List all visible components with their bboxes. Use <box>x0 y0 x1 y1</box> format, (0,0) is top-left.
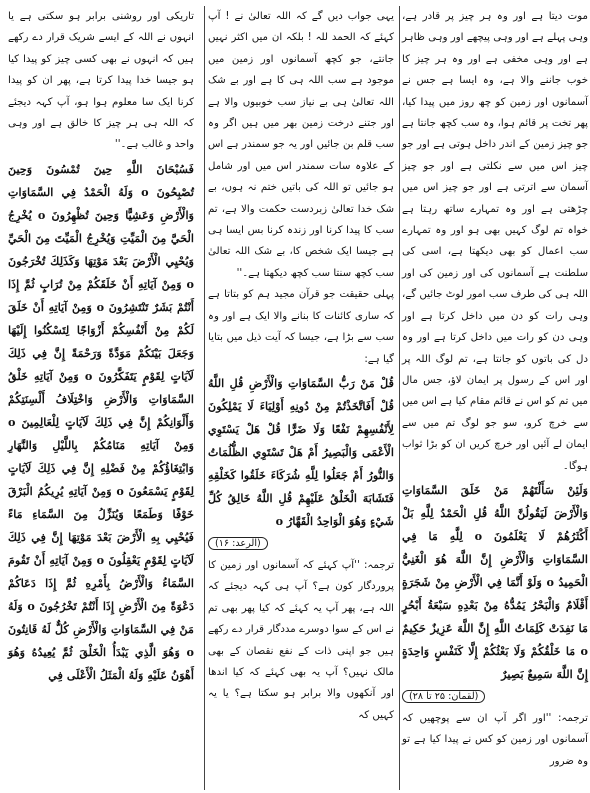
verse-reference: (لقمان: ۲۵ تا ۲۸) <box>402 688 588 706</box>
translation-paragraph: ترجمہ: ''آپ کہئے کہ آسمانوں اور زمین کا پروردگار کون ہے؟ آپ ہی کہہ دیجئے کہ اللہ ہے، پھر آپ یہ کہئے کہ کیا پھر بھی تم نے اس کے سوا دوسرے مددگار قرار دے رکھے ہیں جو اپنی ذات کے نفع نقصان کے بھی مالک نہیں؟ آپ یہ بھی کہئے کہ کیا اندھا اور آنکھوں والا برابر ہو سکتا ہے؟ یا یہ کہیں کہ <box>208 559 394 721</box>
arabic-verse: قُلْ مَنْ رَبُّ السَّمَاوَاتِ وَالْأَرْضِ قُلِ اللَّهُ قُلْ أَفَاتَّخَذْتُمْ مِنْ دُونِهِ أَوْلِيَاءَ لَا يَمْلِكُونَ لِأَنْفُسِهِمْ نَفْعًا وَلَا ضَرًّا قُلْ هَلْ يَسْتَوِي الْأَعْمَى وَالْبَصِيرُ أَمْ هَلْ تَسْتَوِي الظُّلُمَاتُ وَالنُّورُ أَمْ جَعَلُوا لِلَّهِ شُرَكَاءَ خَلَقُوا كَخَلْقِهِ فَتَشَابَهَ الْخَلْقُ عَلَيْهِمْ قُلِ اللَّهُ خَالِقُ كُلِّ شَيْءٍ وَهُوَ الْوَاحِدُ الْقَهَّارُ o <box>208 375 394 528</box>
arabic-verse: فَسُبْحَانَ اللَّهِ حِينَ تُمْسُونَ وَحِينَ تُصْبِحُونَ o وَلَهُ الْحَمْدُ فِي السَّمَاوَاتِ وَالْأَرْضِ وَعَشِيًّا وَحِينَ تُظْهِرُونَ o يُخْرِجُ الْحَيَّ مِنَ الْمَيِّتِ وَيُخْرِجُ الْمَيِّتَ مِنَ الْحَيِّ وَيُحْيِي الْأَرْضَ بَعْدَ مَوْتِهَا وَكَذَلِكَ تُخْرَجُونَ o وَمِنْ آيَاتِهِ أَنْ خَلَقَكُمْ مِنْ تُرَابٍ ثُمَّ إِذَا أَنْتُمْ بَشَرٌ تَنْتَشِرُونَ o وَمِنْ آيَاتِهِ أَنْ خَلَقَ لَكُمْ مِنْ أَنْفُسِكُمْ أَزْوَاجًا لِتَسْكُنُوا إِلَيْهَا وَجَعَلَ بَيْنَكُمْ مَوَدَّةً وَرَحْمَةً إِنَّ فِي ذَلِكَ لَآيَاتٍ لِقَوْمٍ يَتَفَكَّرُونَ o وَمِنْ آيَاتِهِ خَلْقُ السَّمَاوَاتِ وَالْأَرْضِ وَاخْتِلَافُ أَلْسِنَتِكُمْ وَأَلْوَانِكُمْ إِنَّ فِي ذَلِكَ لَآيَاتٍ لِلْعَالِمِينَ o وَمِنْ آيَاتِهِ مَنَامُكُمْ بِاللَّيْلِ وَالنَّهَارِ وَابْتِغَاؤُكُمْ مِنْ فَضْلِهِ إِنَّ فِي ذَلِكَ لَآيَاتٍ لِقَوْمٍ يَسْمَعُونَ o وَمِنْ آيَاتِهِ يُرِيكُمُ الْبَرْقَ خَوْفًا وَطَمَعًا وَيُنَزِّلُ مِنَ السَّمَاءِ مَاءً فَيُحْيِي بِهِ الْأَرْضَ بَعْدَ مَوْتِهَا إِنَّ فِي ذَلِكَ لَآيَاتٍ لِقَوْمٍ يَعْقِلُونَ o وَمِنْ آيَاتِهِ أَنْ تَقُومَ السَّمَاءُ وَالْأَرْضُ بِأَمْرِهِ ثُمَّ إِذَا دَعَاكُمْ دَعْوَةً مِنَ الْأَرْضِ إِذَا أَنْتُمْ تَخْرُجُونَ o وَلَهُ مَنْ فِي السَّمَاوَاتِ وَالْأَرْضِ كُلٌّ لَهُ قَانِتُونَ o وَهُوَ الَّذِي يَبْدَأُ الْخَلْقَ ثُمَّ يُعِيدُهُ وَهُوَ أَهْوَنُ عَلَيْهِ وَلَهُ الْمَثَلُ الْأَعْلَى فِي <box>8 161 194 682</box>
column-right <box>402 6 588 772</box>
column-left <box>8 6 194 689</box>
translation-paragraph: یہی جواب دیں گے کہ اللہ تعالیٰ نے ! آپ کہئے کہ الحمد للہ ! بلکہ ان میں اکثر نہیں جانتے، جو کچھ آسمانوں اور زمین میں موجود ہے سب اللہ ہی کا ہے اور بے شک اللہ تعالیٰ ہی بے نیاز سب خوبیوں والا ہے اور جتنے درخت زمین بھر میں ہیں اگر وہ سب قلم بن جائیں اور یہ جو سمندر ہے اس کے علاوہ سات سمندر اس میں اور شامل ہو جائیں تو اللہ کی باتیں ختم نہ ہوں، بے شک خدا تعالیٰ زبردست حکمت والا ہے، تم سب کا پیدا کرنا اور زندہ کرنا بس ایسا ہی ہے جیسا ایک شخص کا، بے شک اللہ تعالیٰ سب کچھ سنتا سب کچھ دیکھتا ہے۔'' <box>208 11 394 279</box>
verse-reference: (الرعد: ۱۶) <box>208 535 394 553</box>
translation-paragraph: ترجمہ: ''اور اگر آپ ان سے پوچھیں کہ آسمانوں اور زمین کو کس نے پیدا کیا ہے تو وہ ضرور <box>402 712 588 767</box>
translation-paragraph: تاریکی اور روشنی برابر ہو سکتی ہے یا انہوں نے اللہ کے ایسے شریک قرار دے رکھے ہیں کہ انہوں نے بھی کسی چیز کو پیدا کیا ہو جیسا خدا پیدا کرتا ہے، پھر ان کو پیدا کرنا ایک سا معلوم ہوا ہو، آپ کہہ دیجئے کہ اللہ ہی ہر چیز کا خالق ہے اور وہی واحد و غالب ہے۔'' <box>8 11 194 151</box>
urdu-paragraph: پہلی حقیقت جو قرآن مجید ہم کو بتاتا ہے کہ ساری کائنات کا بنانے والا ایک ہے اور وہ سب سے بڑا ہے، جیسا کہ آیت ذیل میں بتایا گیا ہے: <box>208 289 394 365</box>
column-separator <box>399 6 400 790</box>
column-separator <box>204 6 205 790</box>
arabic-verse: وَلَئِنْ سَأَلْتَهُمْ مَنْ خَلَقَ السَّمَاوَاتِ وَالْأَرْضَ لَيَقُولُنَّ اللَّهُ قُلِ الْحَمْدُ لِلَّهِ بَلْ أَكْثَرُهُمْ لَا يَعْلَمُونَ o لِلَّهِ مَا فِي السَّمَاوَاتِ وَالْأَرْضِ إِنَّ اللَّهَ هُوَ الْغَنِيُّ الْحَمِيدُ o وَلَوْ أَنَّمَا فِي الْأَرْضِ مِنْ شَجَرَةٍ أَقْلَامٌ وَالْبَحْرُ يَمُدُّهُ مِنْ بَعْدِهِ سَبْعَةُ أَبْحُرٍ مَا نَفِدَتْ كَلِمَاتُ اللَّهِ إِنَّ اللَّهَ عَزِيزٌ حَكِيمٌ o مَا خَلْقُكُمْ وَلَا بَعْثُكُمْ إِلَّا كَنَفْسٍ وَاحِدَةٍ إِنَّ اللَّهَ سَمِيعٌ بَصِيرٌ <box>402 482 589 681</box>
column-middle <box>208 6 394 726</box>
urdu-paragraph: موت دیتا ہے اور وہ ہر چیز پر قادر ہے، وہی پہلے ہے اور وہی پیچھے اور وہی ظاہر ہے اور وہی مخفی ہے اور وہ ہر چیز کا خوب جاننے والا ہے، وہ ایسا ہے جس نے آسمانوں اور زمین کو چھ روز میں پیدا کیا، پھر تخت پر قائم ہوا، وہ سب کچھ جانتا ہے جو چیز زمین کے اندر داخل ہوتی ہے اور جو چیز اس میں سے نکلتی ہے اور جو چیز آسمان سے اترتی ہے اور جو چیز اس میں چڑھتی ہے اور وہ تمہارے ساتھ رہتا ہے خواہ تم لوگ کہیں بھی ہو اور وہ تمہارے سب اعمال کو بھی دیکھتا ہے، اسی کی سلطنت ہے آسمانوں کی اور زمین کی اور اللہ ہی کی طرف سب امور لوٹ جائیں گے، وہی رات کو دن میں داخل کرتا ہے اور وہی دن کو رات میں داخل کرتا ہے اور وہ دل کی باتوں کو جانتا ہے، تم لوگ اللہ پر اور اس کے رسول پر ایمان لاؤ، جس مال میں تم کو اس نے قائم مقام کیا ہے اس میں سے خرچ کرو، سو جو لوگ تم میں سے ایمان لے آئیں اور خرچ کریں ان کو بڑا ثواب ہوگا۔ <box>402 11 588 472</box>
